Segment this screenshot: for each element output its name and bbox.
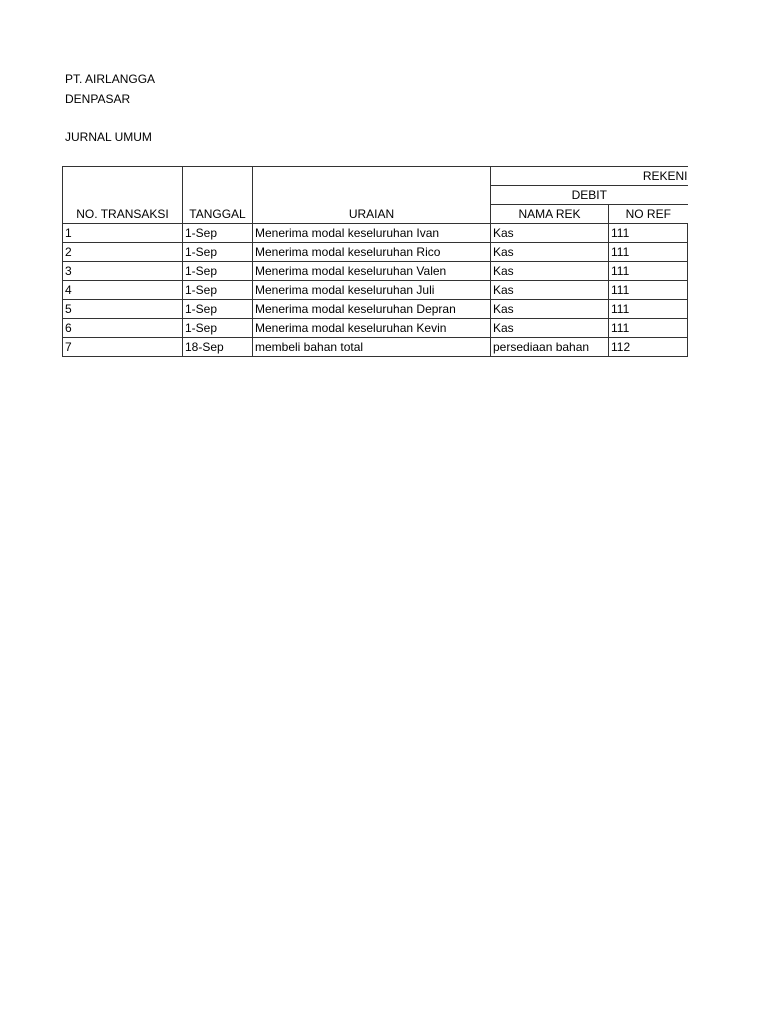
cell-nama-rek: Kas	[491, 243, 609, 262]
cell-nama-rek: Kas	[491, 262, 609, 281]
header-nama-rek: NAMA REK	[491, 205, 609, 224]
journal-body	[63, 224, 688, 357]
header-debit: DEBIT	[491, 186, 688, 205]
cell-nama-rek: Kas	[491, 300, 609, 319]
cell-no-ref: 111	[609, 243, 688, 262]
table-row	[63, 300, 688, 319]
cell-no-ref: 111	[609, 319, 688, 338]
cell-nama-rek: Kas	[491, 281, 609, 300]
header-uraian: URAIAN	[253, 167, 491, 224]
cell-no-transaksi: 3	[63, 262, 183, 281]
cell-uraian: Menerima modal keseluruhan Depran	[253, 300, 491, 319]
cell-no-transaksi: 5	[63, 300, 183, 319]
cell-uraian: Menerima modal keseluruhan Rico	[253, 243, 491, 262]
header-rekening: REKENI	[491, 167, 688, 186]
header-no-ref: NO REF	[609, 205, 688, 224]
cell-uraian: membeli bahan total	[253, 338, 491, 357]
cell-nama-rek: Kas	[491, 319, 609, 338]
cell-nama-rek: persediaan bahan	[491, 338, 609, 357]
cell-no-ref: 112	[609, 338, 688, 357]
cell-no-ref: 111	[609, 300, 688, 319]
journal-table	[62, 166, 688, 357]
document-title: JURNAL UMUM	[65, 130, 152, 144]
cell-no-transaksi: 4	[63, 281, 183, 300]
cell-tanggal: 1-Sep	[183, 300, 253, 319]
cell-no-ref: 111	[609, 224, 688, 243]
company-name: PT. AIRLANGGA	[65, 72, 156, 86]
cell-uraian: Menerima modal keseluruhan Ivan	[253, 224, 491, 243]
header-tanggal: TANGGAL	[183, 167, 253, 224]
cell-no-ref: 111	[609, 281, 688, 300]
cell-tanggal: 1-Sep	[183, 281, 253, 300]
cell-no-ref: 111	[609, 262, 688, 281]
cell-no-transaksi: 6	[63, 319, 183, 338]
cell-uraian: Menerima modal keseluruhan Juli	[253, 281, 491, 300]
header-no-transaksi: NO. TRANSAKSI	[63, 167, 183, 224]
table-row	[63, 319, 688, 338]
cell-nama-rek: Kas	[491, 224, 609, 243]
header-row-group	[63, 167, 688, 186]
cell-tanggal: 18-Sep	[183, 338, 253, 357]
cell-no-transaksi: 1	[63, 224, 183, 243]
cell-no-transaksi: 7	[63, 338, 183, 357]
table-row	[63, 262, 688, 281]
table-row	[63, 243, 688, 262]
cell-tanggal: 1-Sep	[183, 262, 253, 281]
table-row	[63, 281, 688, 300]
cell-no-transaksi: 2	[63, 243, 183, 262]
cell-uraian: Menerima modal keseluruhan Valen	[253, 262, 491, 281]
table-row	[63, 224, 688, 243]
company-city: DENPASAR	[65, 92, 131, 106]
table-row	[63, 338, 688, 357]
cell-tanggal: 1-Sep	[183, 319, 253, 338]
cell-tanggal: 1-Sep	[183, 243, 253, 262]
cell-uraian: Menerima modal keseluruhan Kevin	[253, 319, 491, 338]
cell-tanggal: 1-Sep	[183, 224, 253, 243]
